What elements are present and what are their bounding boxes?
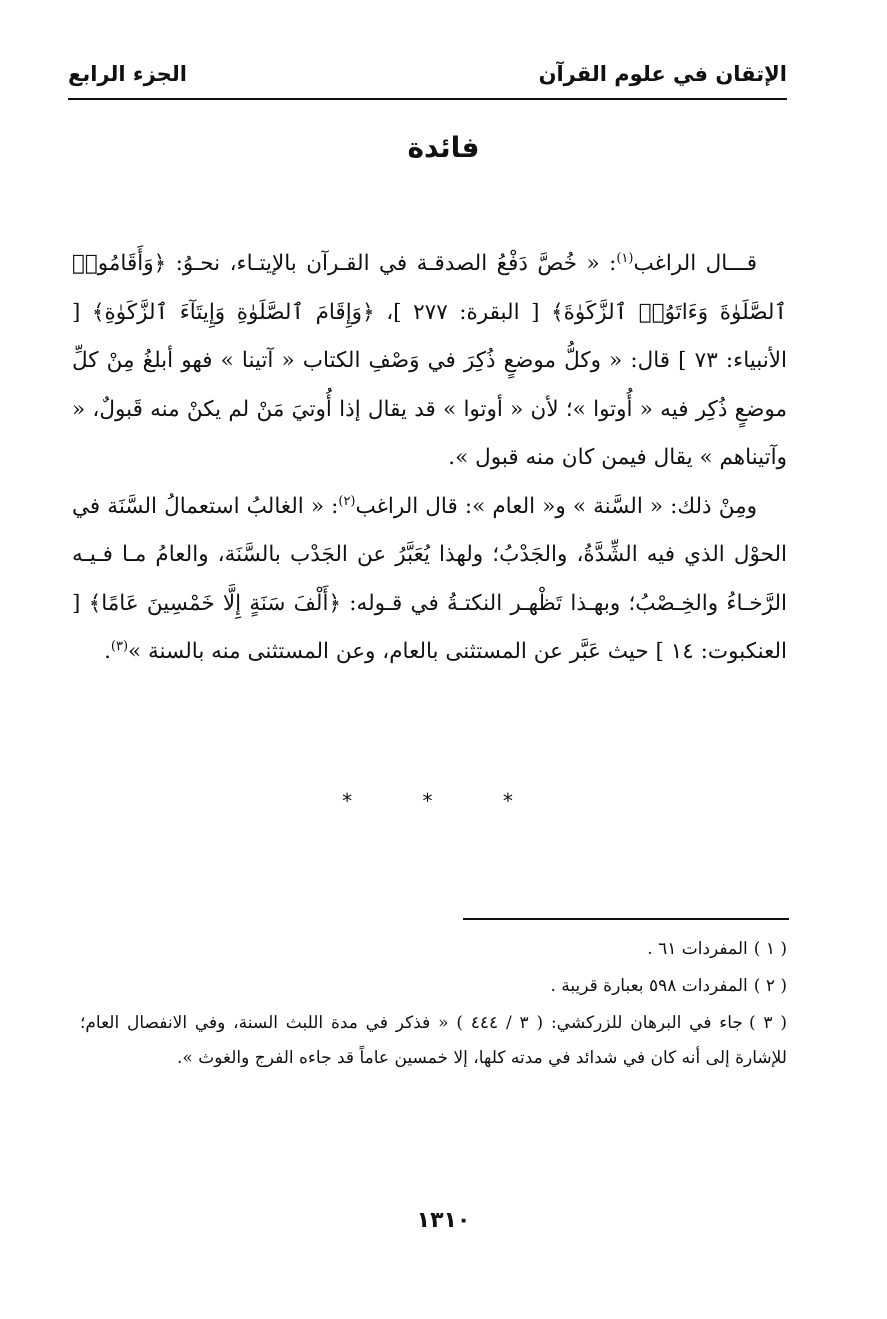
- footnote-ref-3[interactable]: (٣): [110, 638, 129, 654]
- paragraph-text: .: [104, 639, 111, 664]
- book-title: الإتقان في علوم القرآن: [538, 62, 787, 86]
- footnote-ref-2[interactable]: (٢): [338, 493, 356, 509]
- footnote-number: ( ٣ ): [748, 1013, 787, 1033]
- paragraph-text: قـــال الراغب: [633, 251, 757, 276]
- main-text: [72, 240, 787, 677]
- running-header: [68, 50, 787, 100]
- footnote-text: المفردات ٥٩٨ بعبارة قريبة .: [550, 976, 748, 996]
- footnote-number: ( ٢ ): [753, 976, 787, 996]
- volume-label: الجزء الرابع: [68, 62, 187, 86]
- section-separator: * * *: [342, 789, 545, 813]
- footnote-2: [80, 969, 787, 1004]
- page-number: ١٣١٠: [416, 1208, 471, 1233]
- section-title: فائدة: [407, 131, 480, 164]
- paragraph-text: : « الغالبُ استعمالُ السَّنَة في الحوْل الذي فيه الشِّدَّةُ، والجَدْبُ؛ ولهذا يُعَبَّرُ عن الجَدْب بالسَّنَة، والعامُ مـا فـيـه الرَّخـاءُ والخِـصْبُ؛ وبهـذا تَظْهـر النكتـةُ في قـوله: ﴿أَلْفَ سَنَةٍ إِلَّا خَمْسِينَ عَامًا﴾ [ العنكبوت: ١٤ ] حيث عَبَّر عن المستثنى بالعام، وعن المستثنى منه بالسنة »: [72, 493, 787, 664]
- footnote-text: المفردات ٦١ .: [647, 939, 748, 959]
- paragraph-2: [72, 483, 787, 677]
- paragraph-1: [72, 240, 787, 483]
- footnote-1: [80, 932, 787, 967]
- footnote-divider: [463, 918, 789, 920]
- footnotes: [80, 932, 787, 1078]
- paragraph-text: ومِنْ ذلك: « السَّنة » و« العام »: قال الراغب: [355, 493, 757, 519]
- footnote-3: [80, 1006, 787, 1076]
- footnote-number: ( ١ ): [753, 939, 787, 959]
- footnote-text: جاء في البرهان للزركشي: ( ٣ / ٤٤٤ ) « فذكر في مدة اللبث السنة، وفي الانفصال العام؛ للإشارة إلى أنه كان في شدائد في مدته كلها، إلا خمسين عاماً قد جاءه الفرج والغوث ».: [80, 1013, 787, 1068]
- footnote-ref-1[interactable]: (١): [616, 250, 634, 266]
- paragraph-text: : « خُصَّ دَفْعُ الصدقـة في القـرآن بالإيتـاء، نحـوُ: ﴿وَأَقَامُوا۟ ٱلصَّلَوٰةَ وَءَاتَوُا۟ ٱلزَّكَوٰةَ﴾ [ البقرة: ٢٧٧ ]، ﴿وَإِقَامَ ٱلصَّلَوٰةِ وَإِيتَآءَ ٱلزَّكَوٰةِ﴾ [ الأنبياء: ٧٣ ] قال: « وكلُّ موضعٍ ذُكِرَ في وَصْفِ الكتاب « آتينا » فهو أبلغُ مِنْ كلِّ موضعٍ ذُكِر فيه « أُوتوا »؛ لأن « أوتوا » قد يقال إذا أُوتيَ مَنْ لم يكنْ منه قَبولٌ، « وآتيناهم » يقال فيمن كان منه قبول ».: [72, 251, 787, 470]
